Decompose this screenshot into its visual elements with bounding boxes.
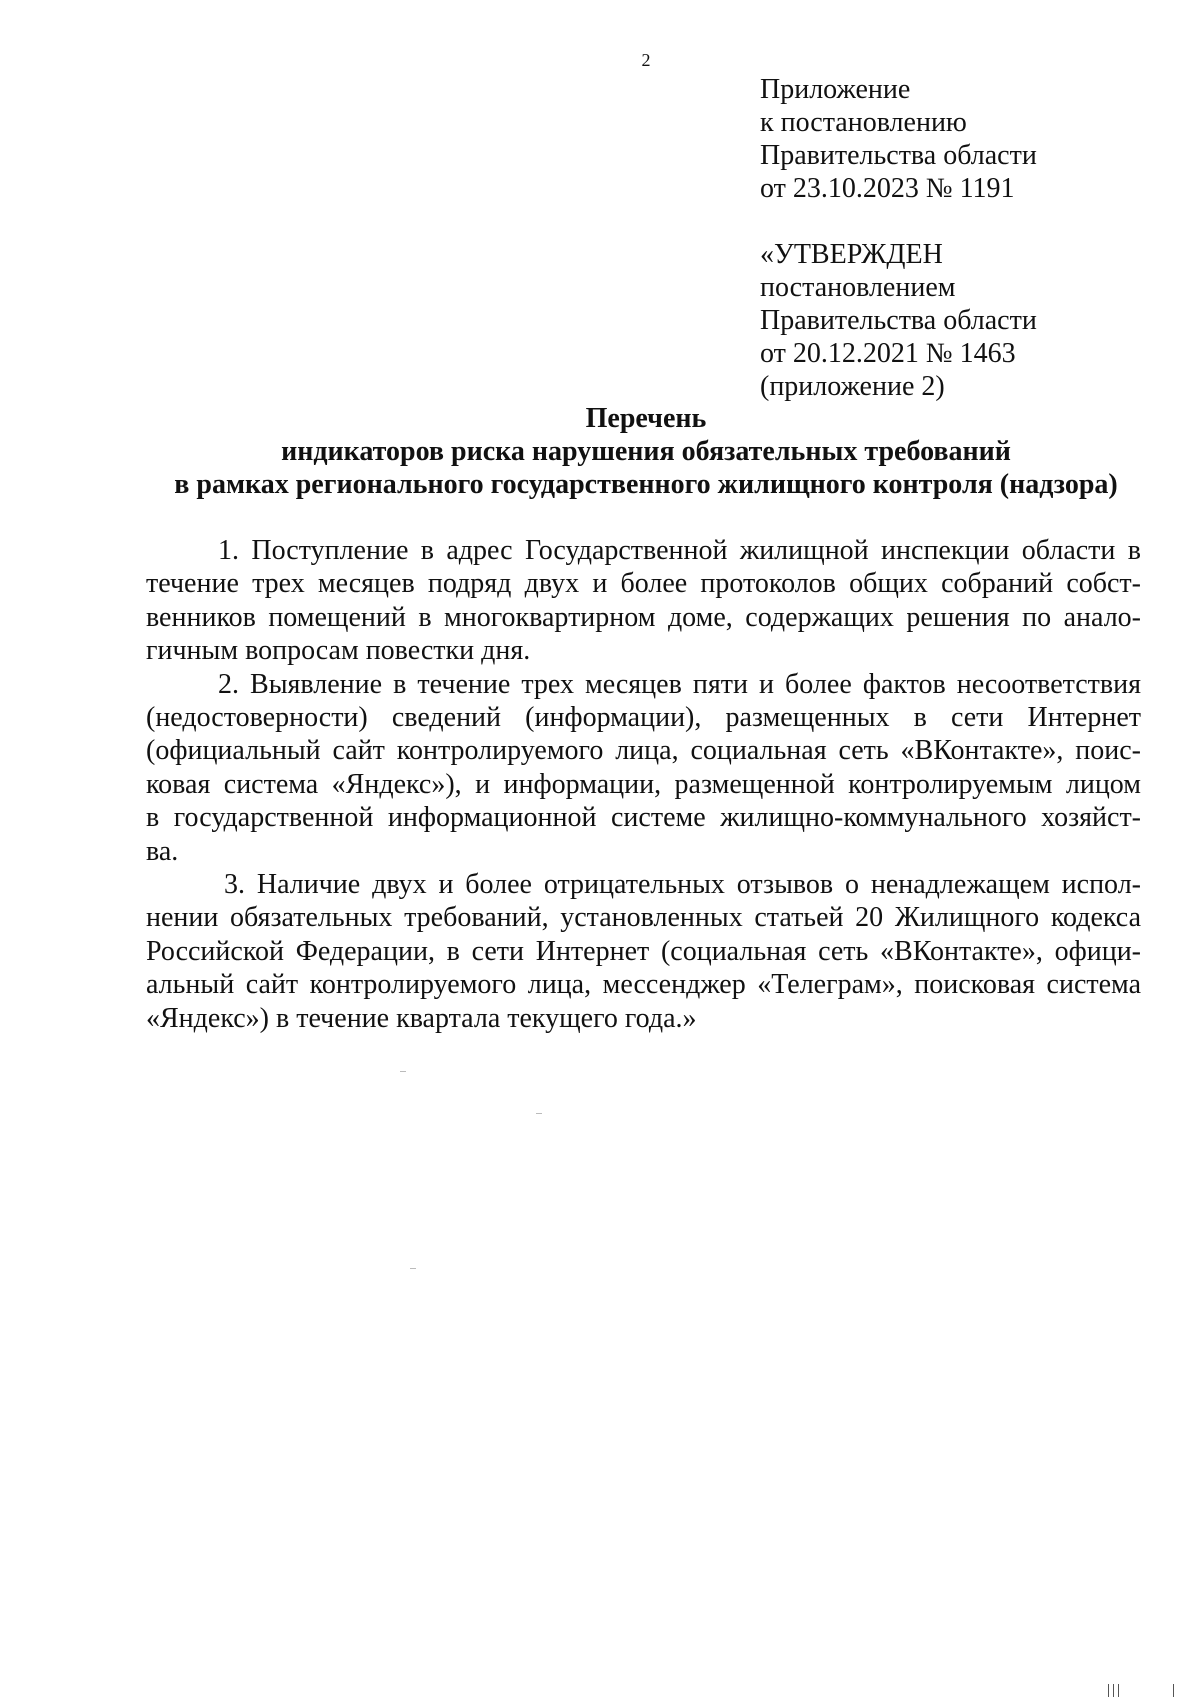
- appendix-line: к постановлению: [760, 107, 967, 138]
- appendix-block: [760, 73, 1037, 205]
- scan-speck: [536, 1113, 542, 1114]
- scan-speck: [400, 1071, 406, 1072]
- approval-line: «УТВЕРЖДЕН: [760, 239, 943, 270]
- list-item: [146, 534, 1141, 668]
- document-body: [146, 534, 1141, 1035]
- appendix-line: Приложение: [760, 74, 911, 105]
- approval-line: (приложение 2): [760, 371, 945, 402]
- text-line: нении обязательных требований, установленных статьей 20 Жилищного кодекса: [146, 902, 1141, 934]
- list-item: [146, 868, 1141, 1035]
- list-item: [146, 668, 1141, 868]
- appendix-line: Правительства области: [760, 140, 1037, 171]
- text-line: ва.: [146, 835, 179, 867]
- title-line: индикаторов риска нарушения обязательных требований: [281, 436, 1011, 467]
- text-line: в государственной информационной системе жилищно-коммунального хозяйст-: [146, 802, 1141, 834]
- text-line: «Яндекс») в течение квартала текущего года.»: [146, 1002, 697, 1034]
- approval-line: от 20.12.2021 № 1463: [760, 338, 1016, 369]
- scan-edge-marks: [1108, 1684, 1174, 1697]
- page-number: 2: [641, 50, 651, 70]
- title-line: Перечень: [585, 403, 707, 434]
- approval-line: постановлением: [760, 272, 956, 303]
- text-line: 1. Поступление в адрес Государственной жилищной инспекции области в: [218, 535, 1141, 566]
- text-line: 2. Выявление в течение трех месяцев пяти и более фактов несоответствия: [218, 668, 1141, 700]
- text-line: гичным вопросам повестки дня.: [146, 635, 531, 667]
- text-line: (официальный сайт контролируемого лица, социальная сеть «ВКонтакте», поис-: [146, 735, 1141, 767]
- text-line: течение трех месяцев подряд двух и более протоколов общих собраний собст-: [146, 568, 1141, 600]
- appendix-line: от 23.10.2023 № 1191: [760, 173, 1015, 204]
- scan-speck: [410, 1268, 416, 1269]
- text-line: 3. Наличие двух и более отрицательных отзывов о ненадлежащем испол-: [224, 869, 1141, 901]
- approval-line: Правительства области: [760, 305, 1037, 336]
- text-line: Российской Федерации, в сети Интернет (социальная сеть «ВКонтакте», офици-: [146, 935, 1141, 967]
- text-line: ковая система «Яндекс»), и информации, размещенной контролируемым лицом: [146, 768, 1141, 800]
- title-line: в рамках регионального государственного жилищного контроля (надзора): [174, 469, 1118, 500]
- approval-block: [760, 238, 1037, 403]
- text-line: альный сайт контролируемого лица, мессенджер «Телеграм», поисковая система: [146, 969, 1141, 1001]
- document-title: [0, 402, 1200, 501]
- text-line: венников помещений в многоквартирном доме, содержащих решения по анало-: [146, 601, 1141, 633]
- text-line: (недостоверности) сведений (информации), размещенных в сети Интернет: [146, 702, 1141, 734]
